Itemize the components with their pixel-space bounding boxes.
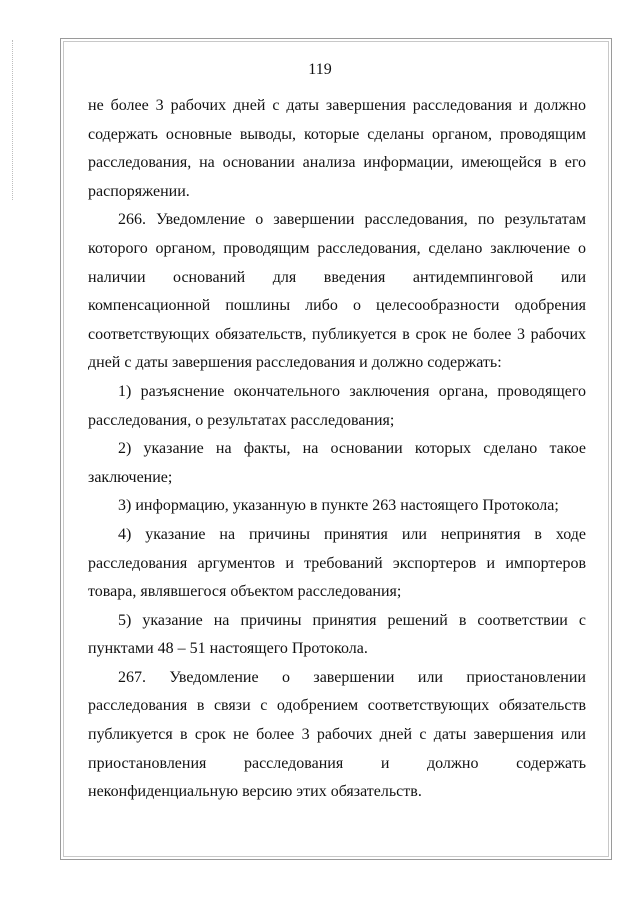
paragraph-267: 267. Уведомление о завершении или приостановлении расследования в связи с одобрением соответствующих обязательств публикуется в срок не более 3 рабочих дней с даты завершения или приостановления расследования и должно содержать неконфиденциальную версию этих обязательств. <box>88 668 586 801</box>
document-body <box>88 92 586 807</box>
list-item-2: 2) указание на факты, на основании которых сделано такое заключение; <box>88 440 586 486</box>
list-item-5: 5) указание на причины принятия решений в соответствии с пунктами 48 – 51 настоящего Протокола. <box>88 611 586 658</box>
list-item-1: 1) разъяснение окончательного заключения органа, проводящего расследования, о результатах расследования; <box>88 382 586 429</box>
list-item-3: 3) информацию, указанную в пункте 263 настоящего Протокола; <box>118 497 559 515</box>
page-number: 119 <box>308 61 332 78</box>
paragraph-266: 266. Уведомление о завершении расследования, по результатам которого органом, проводящим расследования, сделано заключение о наличии оснований для введения антидемпинговой или компенсационной пошлины либо о целесообразности одобрения соответствующих обязательств, публикуется в срок не более 3 рабочих дней с даты завершения расследования и должно содержать: <box>88 211 586 372</box>
list-item-4: 4) указание на причины принятия или непринятия в ходе расследования аргументов и требований экспортеров и импортеров товара, являвшегося объектом расследования; <box>88 525 586 601</box>
paragraph-continuation: не более 3 рабочих дней с даты завершения расследования и должно содержать основные выводы, которые сделаны органом, проводящим расследования, на основании анализа информации, имеющейся в его распоряжении. <box>88 97 586 200</box>
